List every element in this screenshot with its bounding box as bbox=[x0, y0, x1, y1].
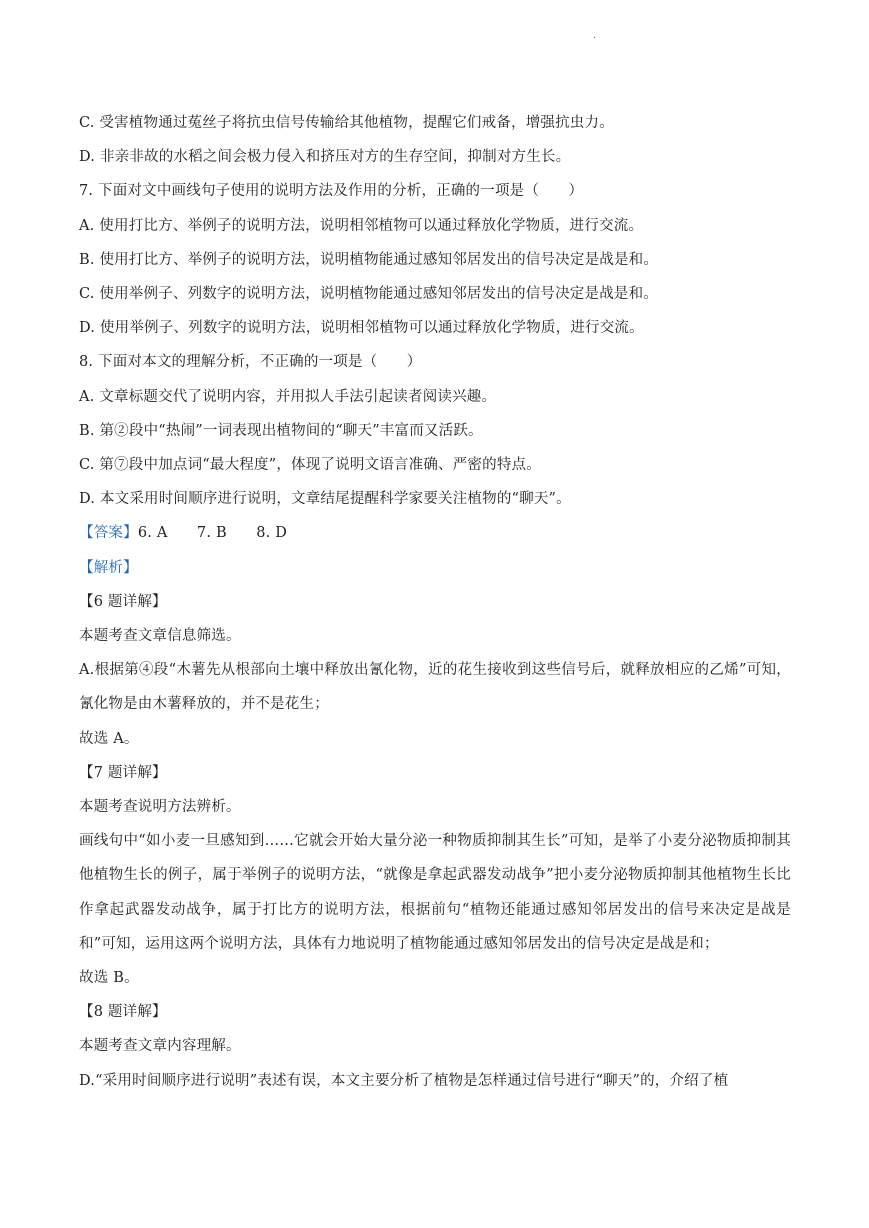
option-c-q6: C. 受害植物通过菟丝子将抗虫信号传输给其他植物，提醒它们戒备，增强抗虫力。 bbox=[79, 115, 614, 131]
q8-topic: 本题考查文章内容理解。 bbox=[79, 1038, 241, 1055]
document-body bbox=[79, 106, 791, 1098]
answer-label: 【答案】 bbox=[79, 525, 138, 542]
q6-body: A.根据第④段“木薯先从根部向土壤中释放出氰化物，近的花生接收到这些信号后，就释放相应的乙烯”可知，氰化物是由木薯释放的，并不是花生； bbox=[79, 662, 791, 713]
q7-topic: 本题考查说明方法辨析。 bbox=[79, 799, 241, 816]
analysis-label: 【解析】 bbox=[79, 559, 138, 576]
q6-topic: 本题考查文章信息筛选。 bbox=[79, 628, 241, 645]
option-c-q7: C. 使用举例子、列数字的说明方法，说明植物能通过感知邻居发出的信号决定是战是和。 bbox=[79, 286, 658, 303]
header-dot: . bbox=[593, 30, 597, 41]
option-a-q7: A. 使用打比方、举例子的说明方法，说明相邻植物可以通过释放化学物质，进行交流。 bbox=[79, 217, 644, 234]
q8-heading: 【8 题详解】 bbox=[79, 1004, 167, 1021]
option-b-q8: B. 第②段中“热闹”一词表现出植物间的“聊天”丰富而又活跃。 bbox=[79, 422, 483, 439]
option-a-q8: A. 文章标题交代了说明内容，并用拟人手法引起读者阅读兴趣。 bbox=[79, 388, 497, 405]
question-8: 8. 下面对本文的理解分析，不正确的一项是（ ） bbox=[79, 354, 422, 371]
option-d-q6: D. 非亲非故的水稻之间会极力侵入和挤压对方的生存空间，抑制对方生长。 bbox=[79, 149, 571, 166]
question-7: 7. 下面对文中画线句子使用的说明方法及作用的分析，正确的一项是（ ） bbox=[79, 183, 584, 200]
answer-text: 6. A 7. B 8. D bbox=[137, 525, 288, 542]
q7-choice: 故选 B。 bbox=[79, 970, 139, 987]
answer-line bbox=[79, 516, 791, 550]
option-c-q8: C. 第⑦段中加点词“最大程度”，体现了说明文语言准确、严密的特点。 bbox=[79, 457, 541, 474]
q6-choice: 故选 A。 bbox=[79, 730, 139, 747]
option-d-q8: D. 本文采用时间顺序进行说明，文章结尾提醒科学家要关注植物的“聊天”。 bbox=[79, 491, 571, 508]
q6-heading: 【6 题详解】 bbox=[79, 593, 167, 610]
q7-heading: 【7 题详解】 bbox=[79, 764, 167, 781]
option-b-q7: B. 使用打比方、举例子的说明方法，说明植物能通过感知邻居发出的信号决定是战是和。 bbox=[79, 251, 659, 268]
option-d-q7: D. 使用举例子、列数字的说明方法，说明相邻植物可以通过释放化学物质，进行交流。 bbox=[79, 320, 644, 337]
q8-body: D.“采用时间顺序进行说明”表述有误，本文主要分析了植物是怎样通过信号进行“聊天”的，介绍了植 bbox=[79, 1072, 729, 1089]
q7-body: 画线句中“如小麦一旦感知到……它就会开始大量分泌一种物质抑制其生长”可知，是举了小麦分泌物质抑制其他植物生长的例子，属于举例子的说明方法，“就像是拿起武器发动战争”把小麦分泌物质抑制其他植物生长比作拿起武器发动战争，属于打比方的说明方法，根据前句“植物还能通过感知邻居发出的信号来决定是战是和”可知，运用这两个说明方法，具体有力地说明了植物能通过感知邻居发出的信号决定是战是和； bbox=[79, 833, 791, 952]
